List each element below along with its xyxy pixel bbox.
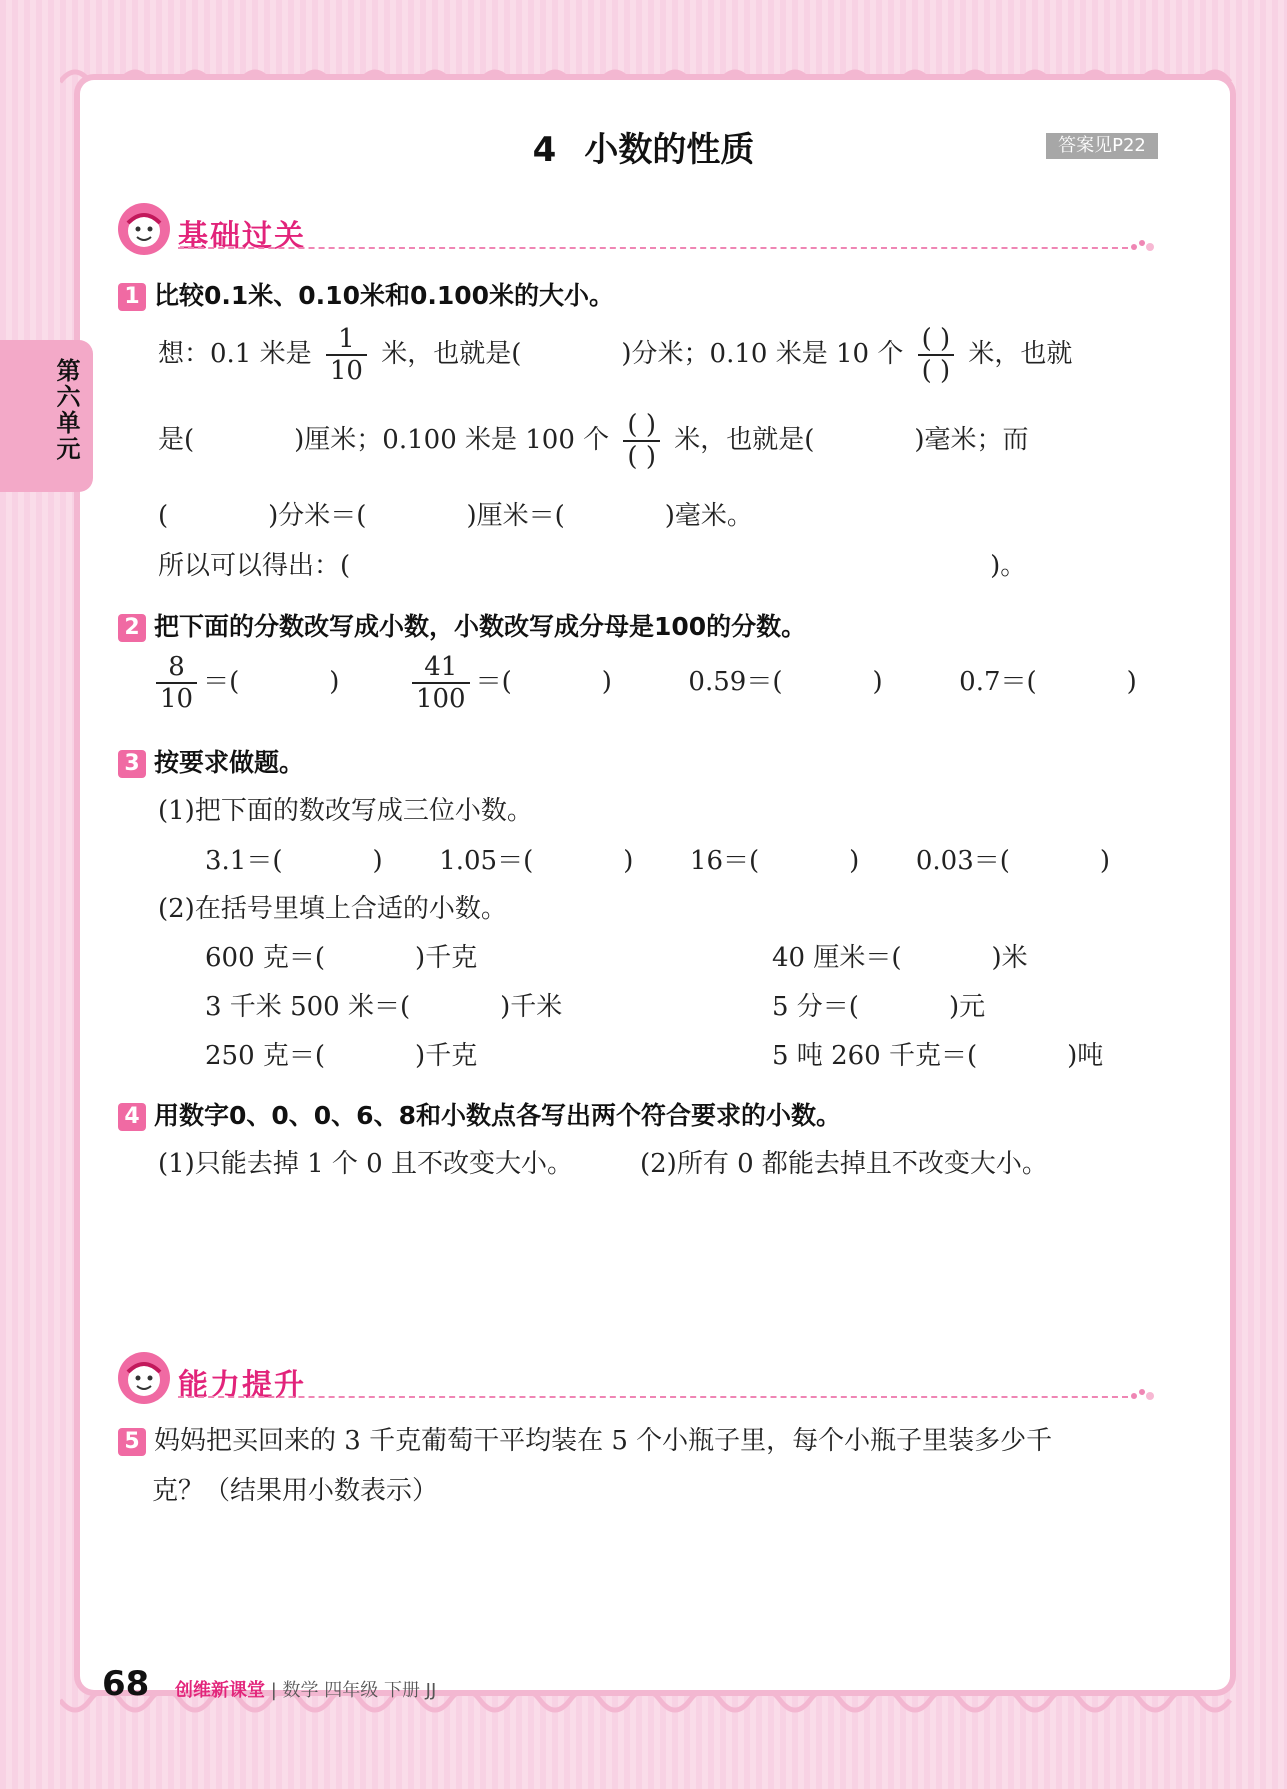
fraction-numerator-blank[interactable]: ( ): [918, 324, 955, 356]
fraction-denominator: 10: [160, 684, 194, 714]
q3-part-2-row-1-right: [772, 937, 1028, 974]
q3-part-2-row-3-right: [772, 1035, 1103, 1072]
question-text: 把下面的分数改写成小数，小数改写成分母是100的分数。: [154, 612, 807, 641]
text-segment: 250 克＝(: [205, 1041, 326, 1071]
q1-line-1: [158, 324, 1072, 386]
decorative-dots-icon: [1128, 237, 1158, 257]
cartoon-kid-icon: [118, 203, 170, 255]
decorative-dots-icon: [1128, 1386, 1158, 1406]
text-segment: ): [849, 846, 860, 876]
text-segment: 是(: [158, 425, 195, 455]
section-divider: [178, 247, 1128, 249]
question-text: 比较0.1米、0.10米和0.100米的大小。: [154, 281, 615, 310]
fraction-blank[interactable]: [918, 324, 955, 386]
text-segment: 所以可以得出：(: [158, 551, 351, 581]
section-advanced-header: [118, 1352, 1158, 1406]
text-segment: ): [872, 667, 883, 697]
q3-part-1-label: (1)把下面的数改写成三位小数。: [158, 796, 533, 826]
question-text: 用数字0、0、0、6、8和小数点各写出两个符合要求的小数。: [154, 1101, 841, 1130]
text-segment: )厘米；0.100 米是 100 个: [294, 425, 610, 455]
fraction: [326, 324, 367, 386]
text-segment: 0.7＝(: [959, 667, 1037, 697]
text-segment: 米，也就: [968, 339, 1073, 369]
fraction: [412, 652, 470, 714]
question-3-heading: [118, 743, 304, 779]
text-segment: ): [329, 667, 340, 697]
text-segment: 3.1＝(: [205, 846, 283, 876]
q3-part-2-row-3-left: [205, 1035, 477, 1072]
text-segment: 40 厘米＝(: [772, 943, 902, 973]
question-2-heading: [118, 607, 806, 643]
unit-side-tab-label: 第六单元: [52, 358, 80, 462]
text-segment: )千克: [415, 943, 478, 973]
text-segment: 想：0.1 米是: [158, 339, 312, 369]
text-segment: 600 克＝(: [205, 943, 326, 973]
page-number: 68: [102, 1664, 150, 1704]
text-segment: 5 吨 260 千克＝(: [772, 1041, 978, 1071]
lesson-number: 4: [532, 130, 557, 170]
fraction-denominator-blank[interactable]: ( ): [921, 356, 951, 386]
text-segment: )吨: [1067, 1041, 1104, 1071]
text-segment: 米，也就是(: [381, 339, 522, 369]
fraction-denominator: 10: [329, 356, 363, 386]
section-divider: [178, 1396, 1128, 1398]
text-segment: 1.05＝(: [439, 846, 534, 876]
text-segment: )分米＝(: [268, 501, 367, 531]
q3-part-2-row-2-right: [772, 986, 985, 1023]
text-segment: ): [1126, 667, 1137, 697]
question-number-badge: 1: [118, 283, 146, 311]
section-advanced-title: 能力提升: [178, 1368, 306, 1403]
fraction-numerator-blank[interactable]: ( ): [623, 410, 660, 442]
q4-part-2: (2)所有 0 都能去掉且不改变大小。: [640, 1149, 1048, 1179]
q2-items: [150, 652, 1137, 714]
text-segment: ): [1099, 846, 1111, 876]
section-basic-header: [118, 203, 1158, 257]
question-number-badge: 3: [118, 750, 146, 778]
text-segment: )元: [948, 992, 986, 1022]
text-segment: ): [601, 667, 612, 697]
question-number-badge: 2: [118, 614, 146, 642]
text-segment: 0.59＝(: [688, 667, 783, 697]
text-segment: 3 千米 500 米＝(: [205, 992, 411, 1022]
question-text: 妈妈把买回来的 3 千克葡萄干平均装在 5 个小瓶子里，每个小瓶子里装多少千: [154, 1426, 1053, 1456]
text-segment: 0.03＝(: [915, 846, 1010, 876]
q1-line-3: [158, 495, 753, 532]
footer-brand: 创维新课堂: [175, 1680, 265, 1701]
fraction: [156, 652, 197, 714]
fraction-denominator-blank[interactable]: ( ): [627, 442, 656, 472]
footer-book-info: | 数学 四年级 下册 JJ: [270, 1680, 437, 1701]
question-1-heading: [118, 276, 614, 312]
answer-reference-badge: 答案见P22: [1046, 133, 1158, 159]
question-5-line-2: 克？（结果用小数表示）: [152, 1476, 439, 1506]
question-number-badge: 5: [118, 1428, 146, 1456]
q3-part-2-label: (2)在括号里填上合适的小数。: [158, 894, 507, 924]
text-segment: )。: [990, 551, 1027, 581]
text-segment: )千米: [500, 992, 563, 1022]
question-5-line-1: [118, 1420, 1052, 1457]
text-segment: )米: [991, 943, 1028, 973]
text-segment: ＝(: [475, 667, 512, 697]
text-segment: )千克: [415, 1041, 478, 1071]
question-number-badge: 4: [118, 1103, 146, 1131]
section-basic-title: 基础过关: [178, 219, 306, 254]
q3-part-2-row-1-left: [205, 937, 477, 974]
fraction-numerator: 1: [326, 324, 367, 356]
question-4-heading: [118, 1096, 841, 1132]
q3-part-2-row-2-left: [205, 986, 562, 1023]
q3-part-1-items: [205, 840, 1110, 877]
fraction-numerator: 41: [412, 652, 470, 684]
text-segment: 16＝(: [689, 846, 760, 876]
text-segment: )毫米。: [664, 501, 753, 531]
fraction-numerator: 8: [156, 652, 197, 684]
text-segment: ): [623, 846, 634, 876]
cartoon-kid-icon: [118, 1352, 170, 1404]
text-segment: (: [158, 501, 169, 531]
text-segment: )毫米；而: [914, 425, 1029, 455]
fraction-blank[interactable]: [623, 410, 660, 472]
fraction-denominator: 100: [415, 684, 466, 714]
text-segment: )厘米＝(: [466, 501, 565, 531]
q1-line-4: [158, 545, 1026, 582]
text-segment: ): [372, 846, 383, 876]
question-text: 按要求做题。: [154, 748, 305, 777]
text-segment: )分米；0.10 米是 10 个: [621, 339, 904, 369]
text-segment: 米，也就是(: [674, 425, 815, 455]
footer-info: [175, 1676, 436, 1702]
text-segment: ＝(: [203, 667, 240, 697]
q1-line-2: [158, 410, 1029, 472]
q4-part-1: (1)只能去掉 1 个 0 且不改变大小。: [158, 1149, 573, 1179]
text-segment: 5 分＝(: [772, 992, 859, 1022]
lesson-title: 小数的性质: [584, 130, 755, 170]
